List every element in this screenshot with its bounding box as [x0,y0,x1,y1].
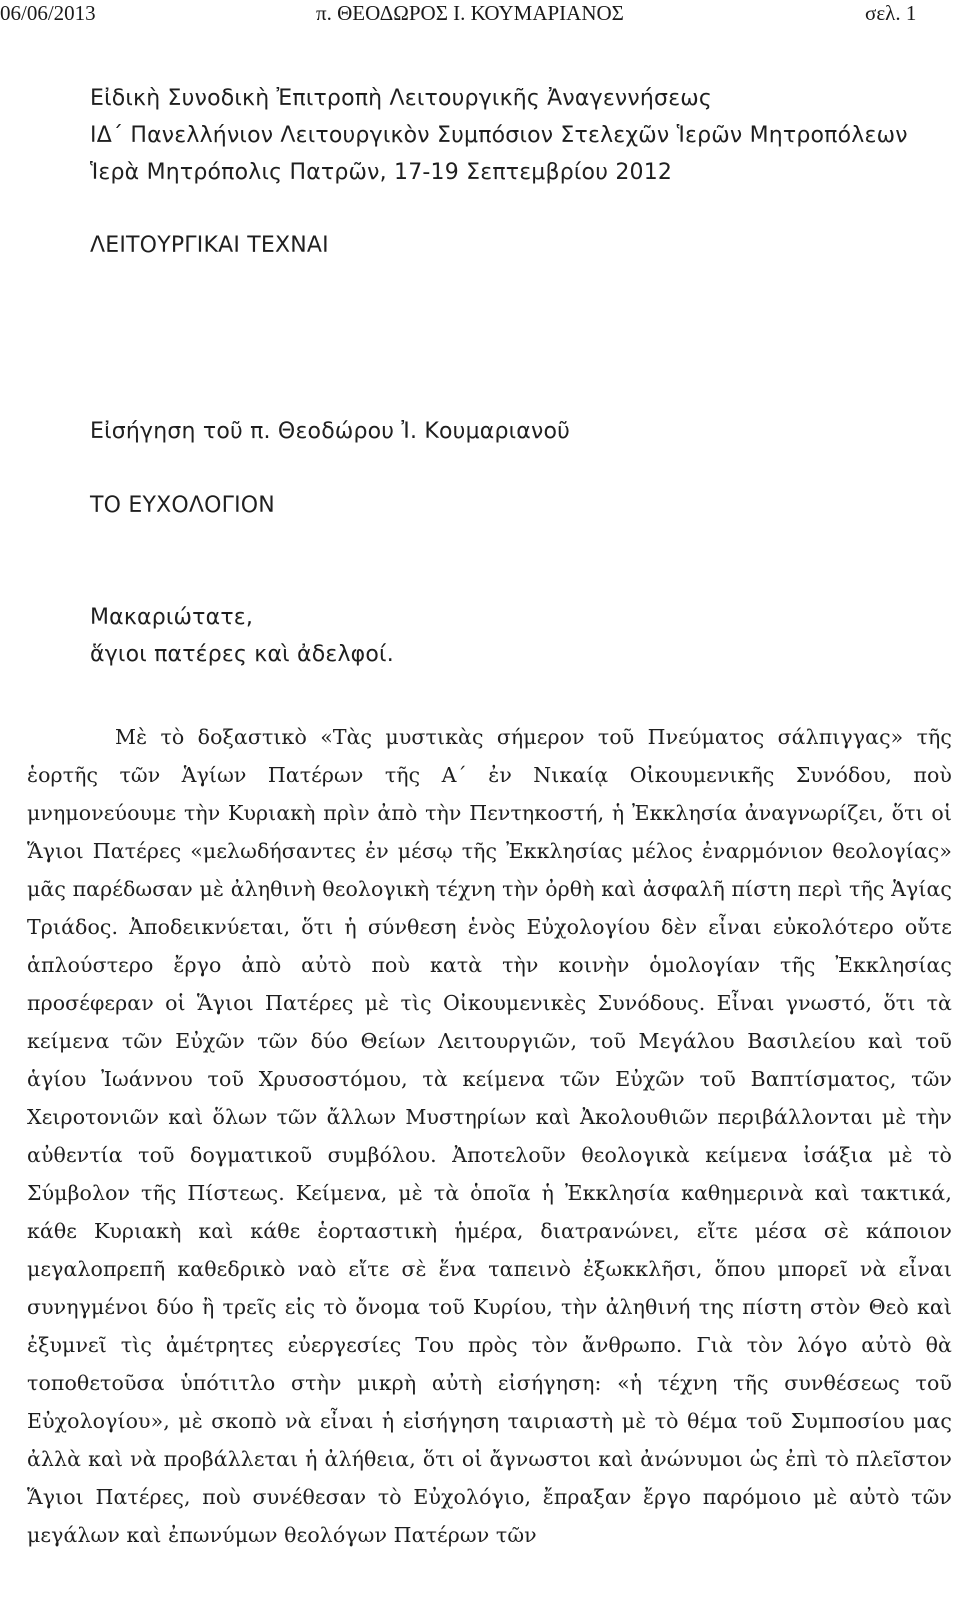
greeting-line-2: ἅγιοι πατέρες καὶ ἀδελφοί. [90,642,394,667]
page-header [0,0,960,30]
committee-line: Εἰδικὴ Συνοδικὴ Ἐπιτροπὴ Λειτουργικῆς Ἀναγεννήσεως [90,86,713,111]
main-paragraph: Μὲ τὸ δοξαστικὸ «Τὰς μυστικὰς σήμερον τοῦ Πνεύματος σάλπιγγας» τῆς ἑορτῆς τῶν Ἁγίων Πατέρων τῆς Α΄ ἐν Νικαίᾳ Οἰκουμενικῆς Συνόδου, ποὺ μνημονεύουμε τὴν Κυριακὴ πρὶν ἀπὸ τὴν Πεντηκοστή, ἡ Ἐκκλησία ἀναγνωρίζει, ὅτι οἱ Ἅγιοι Πατέρες «μελωδήσαντες ἐν μέσῳ τῆς Ἐκκλησίας μέλος ἐναρμόνιον θεολογίας» μᾶς παρέδωσαν μὲ ἀληθινὴ θεολογικὴ τέχνη τὴν ὀρθὴ καὶ ἀσφαλῆ πίστη περὶ τῆς Ἁγίας Τριάδος. Ἀποδεικνύεται, ὅτι ἡ σύνθεση ἑνὸς Εὐχολογίου δὲν εἶναι εὐκολότερο οὔτε ἁπλούστερο ἔργο ἀπὸ αὐτὸ ποὺ κατὰ τὴν κοινὴν ὁμολογίαν τῆς Ἐκκλησίας προσέφεραν οἱ Ἅγιοι Πατέρες μὲ τὶς Οἰκουμενικὲς Συνόδους. Εἶναι γνωστό, ὅτι τὰ κείμενα τῶν Εὐχῶν τῶν δύο Θείων Λειτουργιῶν, τοῦ Μεγάλου Βασιλείου καὶ τοῦ ἁγίου Ἰωάννου τοῦ Χρυσοστόμου, τὰ κείμενα τῶν Εὐχῶν τοῦ Βαπτίσματος, τῶν Χειροτονιῶν καὶ ὅλων τῶν ἄλλων Μυστηρίων καὶ Ἀκολουθιῶν περιβάλλονται μὲ τὴν αὐθεντία τοῦ δογματικοῦ συμβόλου. Ἀποτελοῦν θεολογικὰ κείμενα ἰσάξια μὲ τὸ Σύμβολον τῆς Πίστεως. Κείμενα, μὲ τὰ ὁποῖα ἡ Ἐκκλησία καθημερινὰ καὶ τακτικά, κάθε Κυριακὴ καὶ κάθε ἑορταστικὴ ἡμέρα, διατρανώνει, εἴτε μέσα σὲ κάποιον μεγαλοπρεπῆ καθεδρικὸ ναὸ εἴτε σὲ ἕνα ταπεινὸ ἐξωκκλῆσι, ὅπου μπορεῖ νὰ εἶναι συνηγμένοι δύο ἢ τρεῖς εἰς τὸ ὄνομα τοῦ Κυρίου, τὴν ἀληθινή της πίστη στὸν Θεὸ καὶ ἐξυμνεῖ τὶς ἀμέτρητες εὐεργεσίες Του πρὸς τὸν ἄνθρωπο. Γιὰ τὸν λόγο αὐτὸ θὰ τοποθετοῦσα ὑπότιτλο στὴν μικρὴ αὐτὴ εἰσήγηση: «ἡ τέχνη τῆς συνθέσεως τοῦ Εὐχολογίου», μὲ σκοπὸ νὰ εἶναι ἡ εἰσήγηση ταιριαστὴ μὲ τὸ θέμα τοῦ Συμποσίου μας ἀλλὰ καὶ νὰ προβάλλεται ἡ ἀλήθεια, ὅτι οἱ ἄγνωστοι καὶ ἀνώνυμοι ὡς ἐπὶ τὸ πλεῖστον Ἅγιοι Πατέρες, ποὺ συνέθεσαν τὸ Εὐχολόγιο, ἔπραξαν ἔργο παρόμοιο μὲ αὐτὸ τῶν μεγάλων καὶ ἐπωνύμων θεολόγων Πατέρων τῶν [27,725,952,1547]
symposium-line: ΙΔ΄ Πανελλήνιον Λειτουργικὸν Συμπόσιον Στελεχῶν Ἱερῶν Μητροπόλεων [90,123,908,148]
header-page-number: σελ. 1 [865,1,917,25]
header-author: π. ΘΕΟΔΩΡΟΣ Ι. ΚΟΥΜΑΡΙΑΝΟΣ [316,1,624,25]
section-heading: ΛΕΙΤΟΥΡΓΙΚΑΙ ΤΕΧΝΑΙ [90,233,329,258]
talk-byline: Εἰσήγηση τοῦ π. Θεοδώρου Ἰ. Κουμαριανοῦ [90,419,571,444]
talk-title: ΤΟ ΕΥΧΟΛΟΓΙΟΝ [90,493,275,518]
header-date: 06/06/2013 [0,1,96,25]
greeting-line-1: Μακαριώτατε, [90,605,254,630]
location-line: Ἱερὰ Μητρόπολις Πατρῶν, 17-19 Σεπτεμβρίου 2012 [90,160,673,185]
